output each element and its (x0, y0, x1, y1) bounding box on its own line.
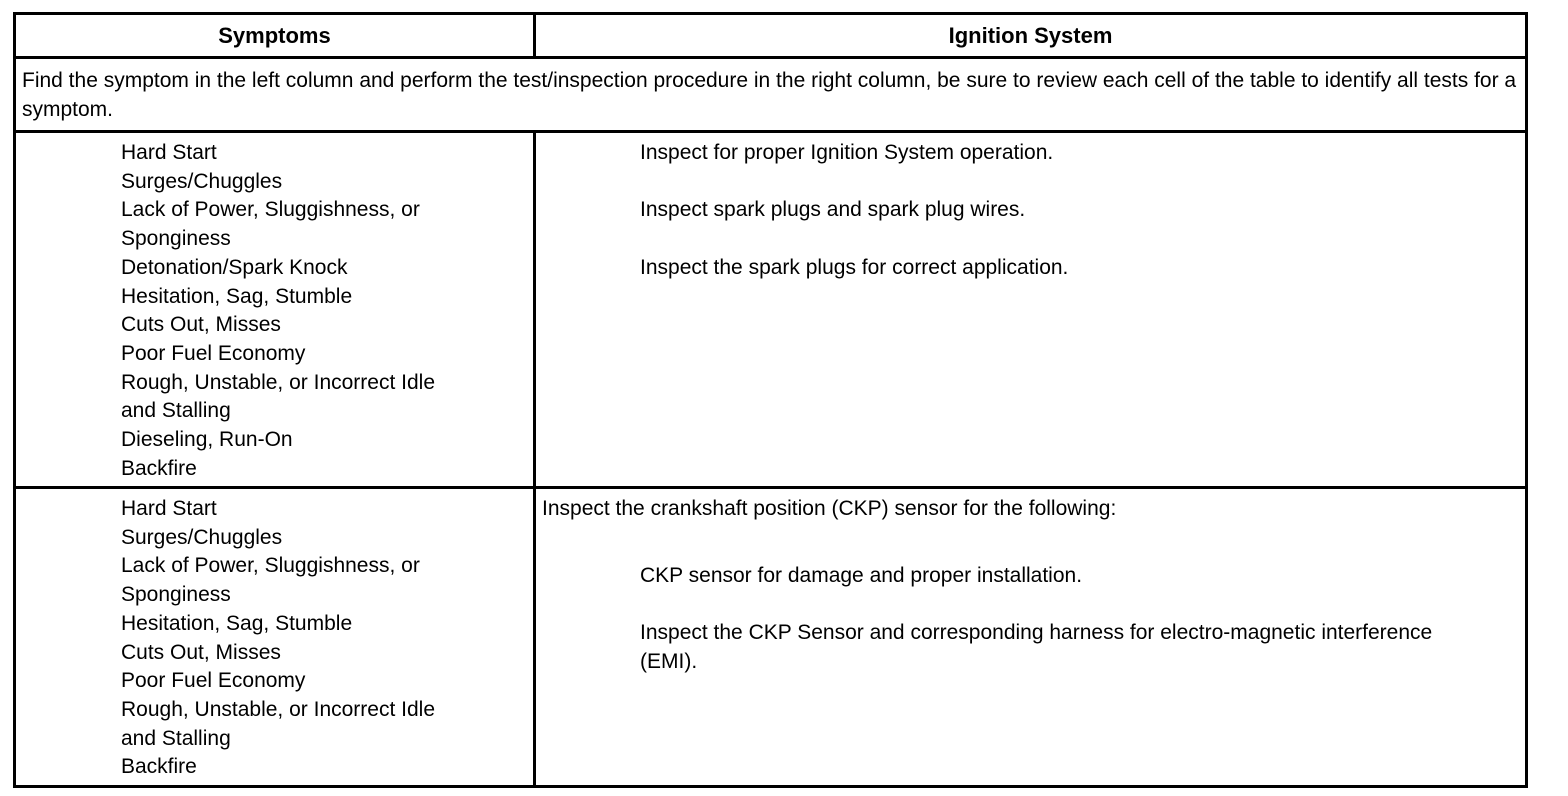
symptom-item: Hesitation, Sag, Stumble (121, 611, 353, 635)
symptom-item: Surges/Chuggles (121, 525, 283, 549)
procedure-item: Inspect the spark plugs for correct application. (640, 255, 1069, 279)
symptom-item: Surges/Chuggles (121, 169, 283, 193)
symptom-item: Cuts Out, Misses (121, 313, 281, 337)
procedure-item: Inspect for proper Ignition System operation. (640, 141, 1054, 164)
symptom-item: Hesitation, Sag, Stumble (121, 284, 353, 308)
symptom-item: Hard Start (121, 497, 217, 520)
symptom-item: Poor Fuel Economy (121, 341, 306, 365)
symptom-item: Rough, Unstable, or Incorrect Idle (121, 370, 435, 394)
symptom-item: Lack of Power, Sluggishness, or (121, 198, 420, 222)
procedures-cell (536, 133, 1525, 486)
symptom-item: Detonation/Spark Knock (121, 255, 348, 279)
procedure-item: CKP sensor for damage and proper installation. (640, 563, 1083, 587)
symptoms-cell (16, 133, 536, 486)
table-row (16, 486, 1525, 785)
symptom-item: Dieseling, Run-On (121, 428, 293, 452)
header-symptoms: Symptoms (16, 15, 536, 56)
symptom-item: Hard Start (121, 141, 217, 164)
symptom-item: and Stalling (121, 726, 231, 750)
symptom-item: Lack of Power, Sluggishness, or (121, 554, 420, 578)
symptom-item: and Stalling (121, 399, 231, 423)
symptom-item: Rough, Unstable, or Incorrect Idle (121, 697, 435, 721)
symptom-item: Sponginess (121, 227, 231, 251)
intro-text: Find the symptom in the left column and perform the test/inspection procedure in the right column, be sure to review each cell of the table to identify all tests for a symptom. (22, 69, 1517, 121)
symptom-item: Backfire (121, 755, 197, 779)
symptom-item: Sponginess (121, 583, 231, 607)
header-ignition-system: Ignition System (948, 22, 1113, 48)
symptom-item: Cuts Out, Misses (121, 640, 281, 664)
procedures-cell (536, 489, 1525, 785)
procedure-lead: Inspect the crankshaft position (CKP) sensor for the following: (542, 497, 1117, 520)
header-row (16, 15, 1525, 56)
diagnostic-table (13, 12, 1528, 788)
intro-row (16, 56, 1525, 130)
table-row (16, 130, 1525, 486)
procedure-item: Inspect spark plugs and spark plug wires. (640, 198, 1026, 222)
procedure-item: Inspect the CKP Sensor and corresponding harness for electro-magnetic interference (EMI). (640, 621, 1433, 673)
symptoms-cell (16, 489, 536, 785)
symptom-item: Backfire (121, 456, 197, 480)
symptom-item: Poor Fuel Economy (121, 669, 306, 693)
